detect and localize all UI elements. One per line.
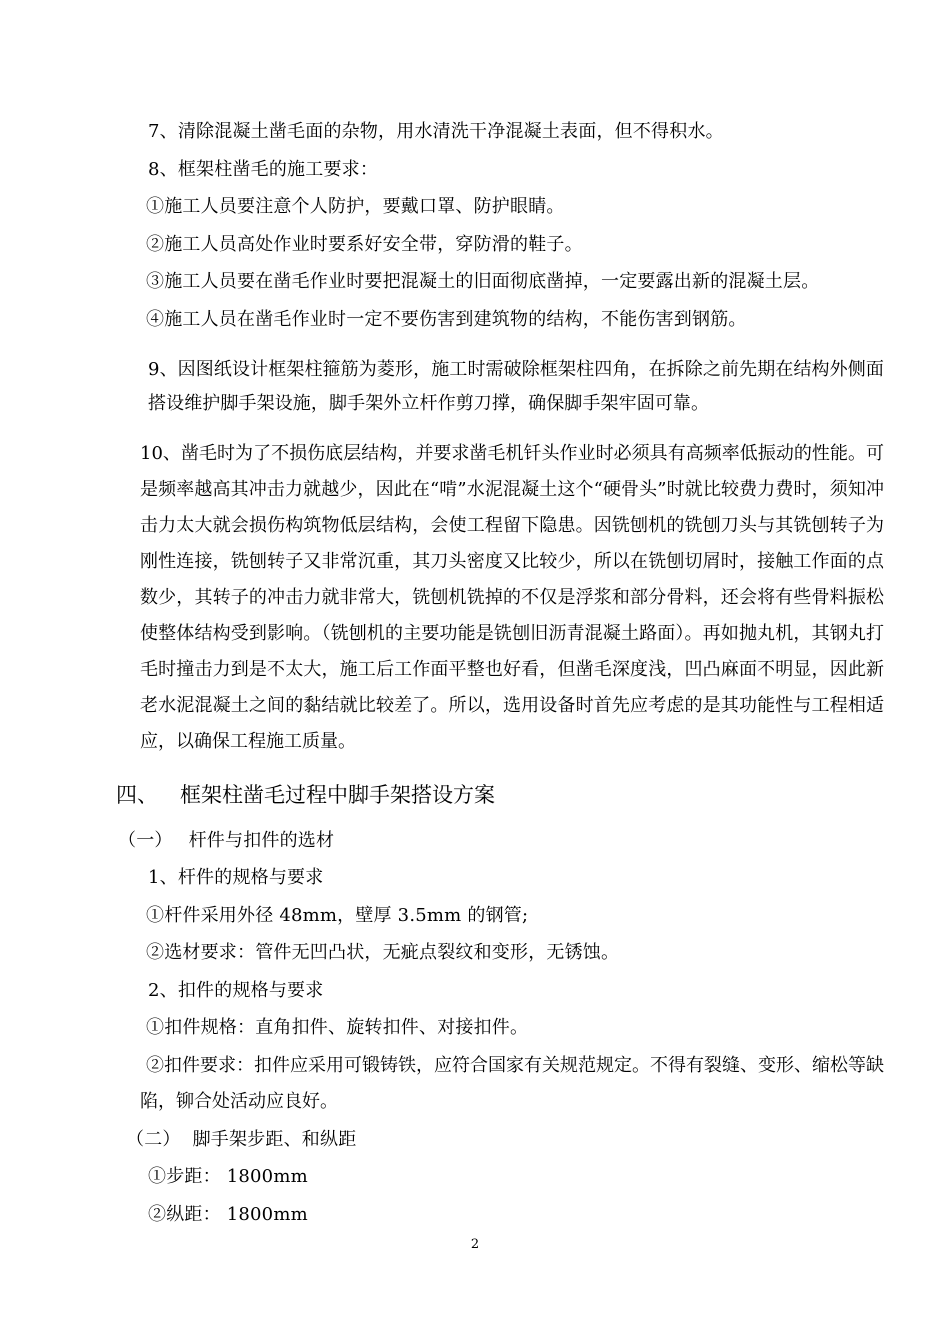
subsection-2-heading (126, 1128, 356, 1152)
subsection-1-title: 杆件与扣件的选材 (188, 830, 335, 851)
item-8-point-3: ③施工人员要在凿毛作业时要把混凝土的旧面彻底凿掉，一定要露出新的混凝土层。 (146, 271, 820, 292)
page-number: 2 (470, 1237, 480, 1252)
item-7: 7、清除混凝土凿毛面的杂物，用水清洗干净混凝土表面，但不得积水。 (148, 121, 724, 142)
section-4-heading (116, 781, 495, 809)
step-distance: ①步距： 1800mm (148, 1166, 308, 1187)
subsection-1-number: （一） (118, 830, 173, 851)
subsection-2-number: （二） (126, 1129, 181, 1150)
item-8: 8、框架柱凿毛的施工要求： (148, 159, 379, 180)
coupler-spec-point-2: ②扣件要求：扣件应采用可锻铸铁，应符合国家有关规范规定。不得有裂缝、变形、缩松等缺陷，铆合处活动应良好。 (140, 1055, 884, 1112)
item-8-point-1: ①施工人员要注意个人防护，要戴口罩、防护眼睛。 (146, 196, 565, 217)
subsection-2-title: 脚手架步距、和纵距 (192, 1129, 357, 1150)
item-8-point-4: ④施工人员在凿毛作业时一定不要伤害到建筑物的结构，不能伤害到钢筋。 (146, 309, 747, 330)
coupler-spec-point-1: ①扣件规格：直角扣件、旋转扣件、对接扣件。 (146, 1017, 529, 1038)
item-9: 9、因图纸设计框架柱箍筋为菱形，施工时需破除框架柱四角，在拆除之前先期在结构外侧面搭设维护脚手架设施，脚手架外立杆作剪刀撑，确保脚手架牢固可靠。 (148, 359, 884, 414)
longitudinal-distance: ②纵距： 1800mm (148, 1204, 308, 1225)
subsection-1-heading (118, 829, 334, 853)
item-8-point-2: ②施工人员高处作业时要系好安全带，穿防滑的鞋子。 (146, 234, 583, 255)
item-10: 10、凿毛时为了不损伤底层结构，并要求凿毛机钎头作业时必须具有高频率低振动的性能。可是频率越高其冲击力就越少，因此在“啃”水泥混凝土这个“硬骨头”时就比较费力费时，须知冲击力太大就会损伤构筑物低层结构，会使工程留下隐患。因铣刨机的铣刨刀头与其铣刨转子为刚性连接，铣刨转子又非常沉重，其刀头密度又比较少，所以在铣刨切屑时，接触工作面的点数少，其转子的冲击力就非常大，铣刨机铣掉的不仅是浮浆和部分骨料，还会将有些骨料振松使整体结构受到影响。（铣刨机的主要功能是铣刨旧沥青混凝土路面）。再如抛丸机，其钢丸打毛时撞击力到是不太大，施工后工作面平整也好看，但凿毛深度浅，凹凸麻面不明显，因此新老水泥混凝土之间的黏结就比较差了。所以，选用设备时首先应考虑的是其功能性与工程相适应，以确保工程施工质量。 (140, 443, 884, 752)
pole-spec-heading: 1、杆件的规格与要求 (148, 867, 324, 888)
coupler-spec-heading: 2、扣件的规格与要求 (148, 980, 324, 1001)
section-4-number: 四、 (116, 783, 158, 807)
section-4-title: 框架柱凿毛过程中脚手架搭设方案 (180, 783, 495, 807)
pole-spec-point-1: ①杆件采用外径 48mm，壁厚 3.5mm 的钢管; (146, 905, 529, 926)
pole-spec-point-2: ②选材要求：管件无凹凸状，无疵点裂纹和变形，无锈蚀。 (146, 942, 620, 963)
